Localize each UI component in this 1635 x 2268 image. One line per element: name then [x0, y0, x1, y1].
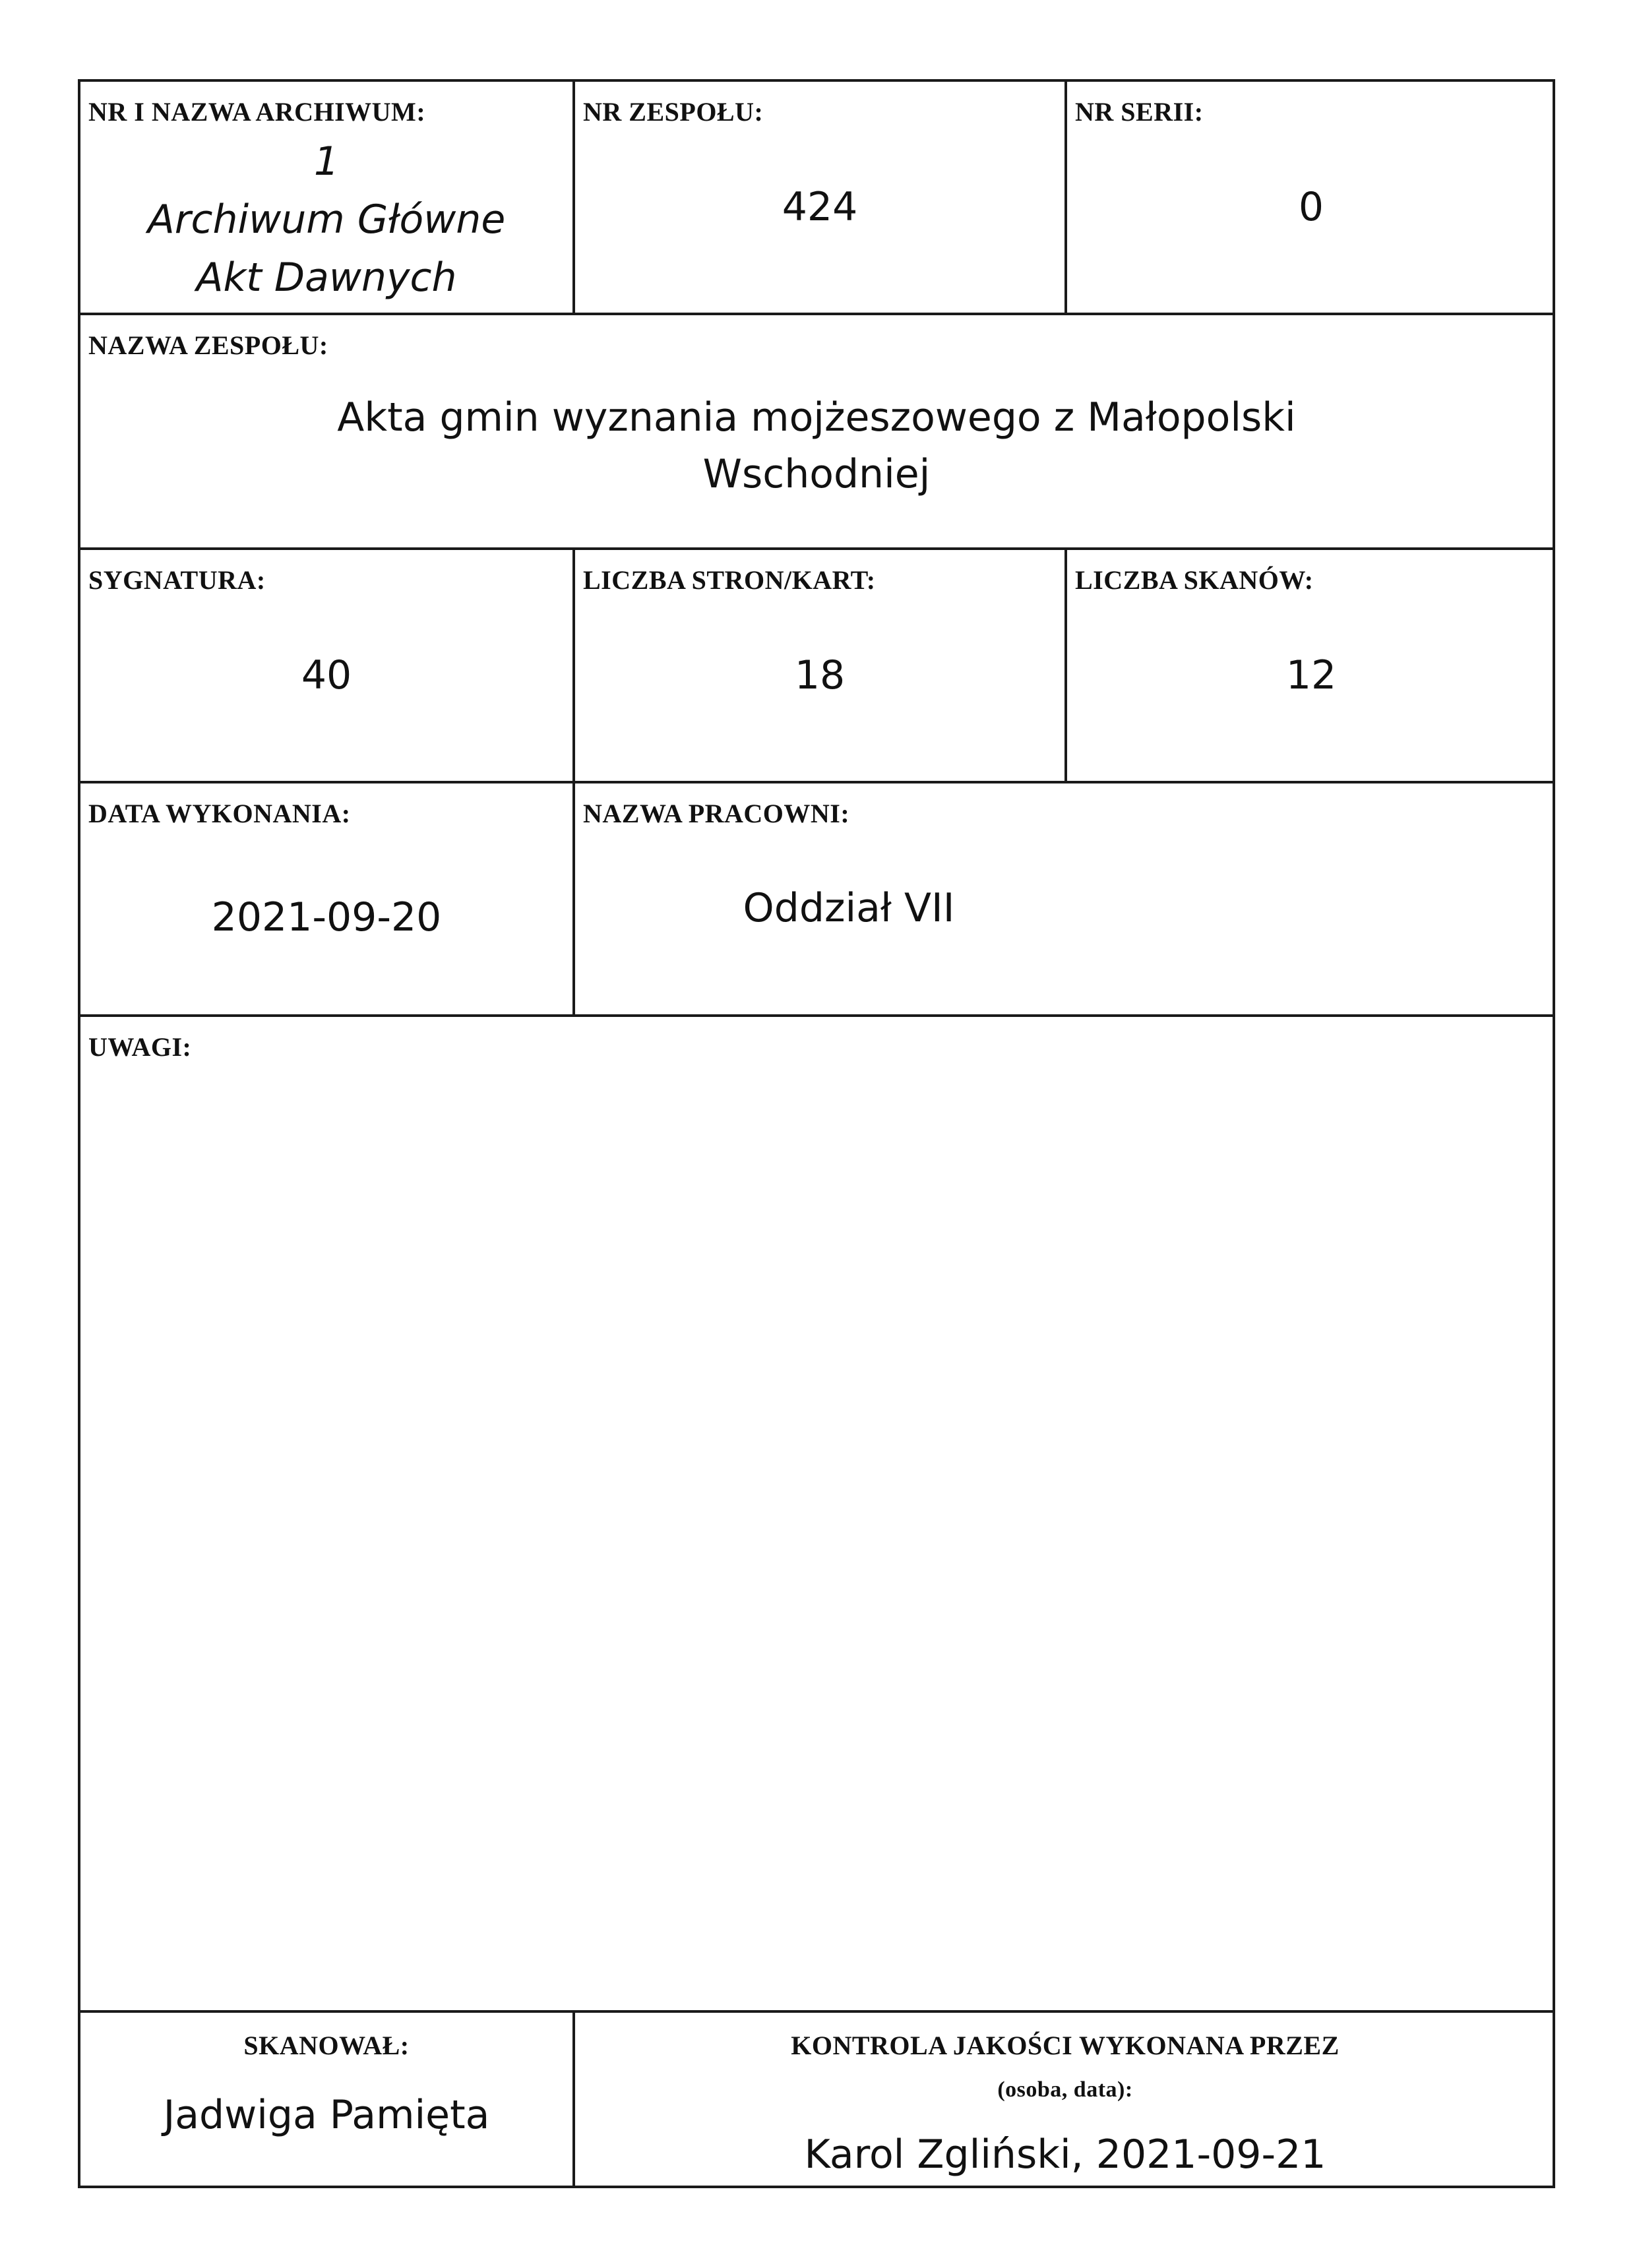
- fond-name-line1: Akta gmin wyznania mojżeszowego z Małopolski: [337, 394, 1296, 441]
- scanned-by-cell: [80, 2010, 572, 2188]
- series-number-cell: [1064, 82, 1555, 313]
- scans-value: 12: [1285, 652, 1337, 698]
- date-label: DATA WYKONANIA:: [88, 799, 351, 828]
- series-number-value: 0: [1298, 184, 1324, 230]
- scanned-by-label: SKANOWAŁ:: [243, 2031, 410, 2060]
- remarks-cell: [80, 1014, 1553, 2010]
- pages-cell: [572, 547, 1064, 781]
- fond-name-label: NAZWA ZESPOŁU:: [88, 330, 328, 360]
- pages-label: LICZBA STRON/KART:: [583, 565, 876, 595]
- quality-control-cell: [572, 2010, 1555, 2188]
- quality-control-value: Karol Zgliński, 2021-09-21: [804, 2131, 1326, 2178]
- scans-cell: [1064, 547, 1555, 781]
- workshop-label: NAZWA PRACOWNI:: [583, 799, 850, 828]
- workshop-cell: [572, 781, 1555, 1014]
- workshop-value: Oddział VII: [743, 885, 955, 931]
- date-value: 2021-09-20: [211, 894, 442, 940]
- fond-name-line2: Wschodniej: [702, 451, 931, 497]
- signature-value: 40: [301, 652, 352, 698]
- series-number-label: NR SERII:: [1075, 97, 1204, 127]
- fond-name-cell: [80, 313, 1553, 547]
- archive-number: 1: [313, 138, 340, 185]
- signature-label: SYGNATURA:: [88, 565, 266, 595]
- fond-number-cell: [572, 82, 1064, 313]
- scanned-by-value: Jadwiga Pamięta: [163, 2092, 490, 2138]
- quality-control-label: KONTROLA JAKOŚCI WYKONANA PRZEZ: [791, 2031, 1340, 2060]
- archive-metadata-form: [78, 79, 1555, 2188]
- remarks-label: UWAGI:: [88, 1032, 192, 1062]
- pages-value: 18: [794, 652, 846, 698]
- archive-name-line2: Akt Dawnych: [196, 255, 457, 301]
- fond-number-label: NR ZESPOŁU:: [583, 97, 764, 127]
- scans-label: LICZBA SKANÓW:: [1075, 565, 1314, 595]
- archive-cell: [80, 82, 572, 313]
- date-cell: [80, 781, 572, 1014]
- archive-name-line1: Archiwum Główne: [147, 197, 506, 243]
- archive-label: NR I NAZWA ARCHIWUM:: [88, 97, 426, 127]
- quality-control-sublabel: (osoba, data):: [997, 2077, 1133, 2102]
- signature-cell: [80, 547, 572, 781]
- fond-number-value: 424: [782, 184, 858, 230]
